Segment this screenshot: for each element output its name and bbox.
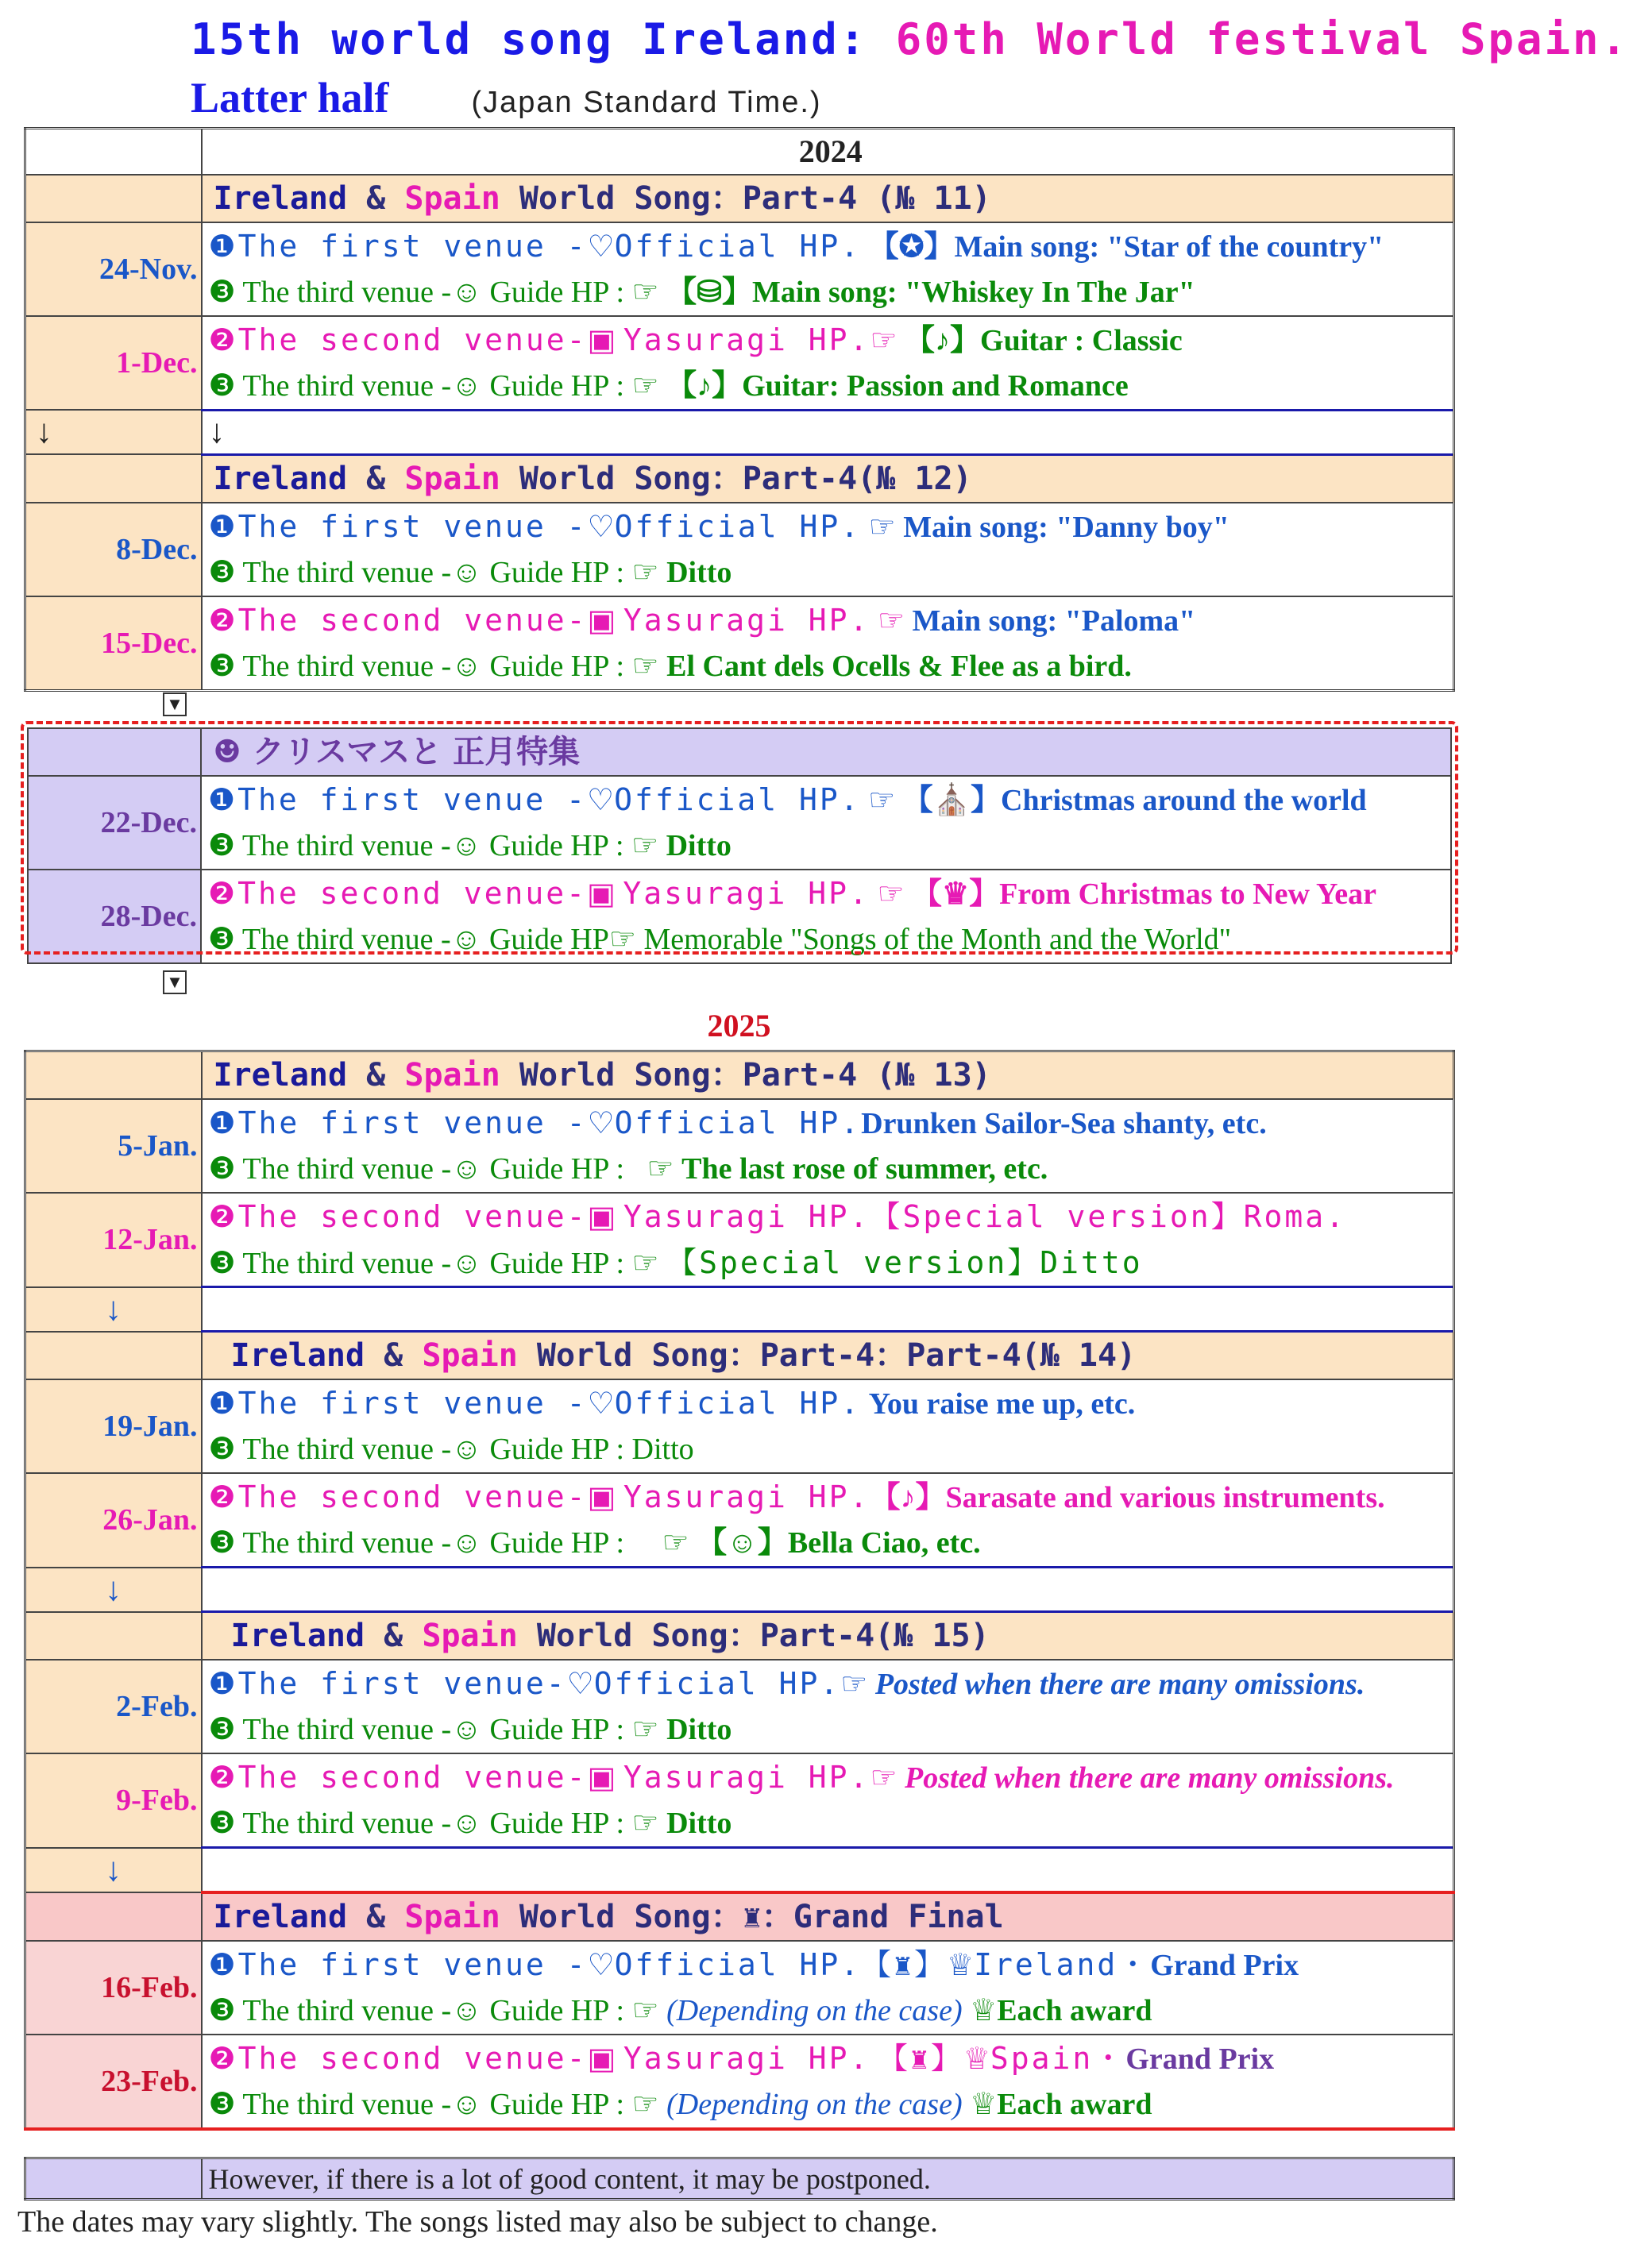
pointing-hand-icon: ☞ [877,878,905,911]
book-icon: ▣ [587,323,616,357]
postpone-notice-table [24,2157,1455,2200]
date-cell: 24-Nov. [25,222,202,316]
book-icon: ▣ [587,1761,616,1795]
guide-person-icon: ☺ [451,649,482,683]
section-header-grand-final: Ireland & Spain World Song：♜：Grand Final [25,1892,1454,1941]
title-ireland: 15th world song Ireland: [191,14,868,64]
guide-person-icon: ☺ [451,2087,482,2121]
pointing-hand-icon: ☞ [868,510,896,544]
title-spain: 60th World festival Spain. [895,14,1629,64]
guide-person-icon: ☺ [451,275,482,309]
pointing-hand-icon: ☞ [840,1668,868,1701]
guide-person-icon: ☺ [451,1526,482,1560]
date-cell: 22-Dec. [28,776,201,870]
heart-icon: ♡ [587,510,615,544]
date-cell: 15-Dec. [25,596,202,691]
book-icon: ▣ [587,878,616,911]
section-header-11: Ireland & Spain World Song：Part-4 (№ 11) [25,175,1454,222]
trophy-icon: ♕ [947,1948,975,1982]
subtitle [191,73,822,122]
santa-icon: ☻ [213,733,241,770]
pointing-hand-icon: ☞ [631,1713,659,1746]
heart-icon: ♡ [566,1668,594,1701]
date-cell: 5-Jan. [25,1099,202,1193]
pointing-hand-icon: ☞ [868,784,896,817]
guide-person-icon: ☺ [451,368,482,403]
schedule-row: 2-Feb. ❶The first venue-♡Official HP.☞ Posted when there are many omissions. ❸ The third venue -☺ Guide HP : ☞ Ditto [25,1660,1454,1753]
schedule-row: 16-Feb. ❶The first venue -♡Official HP.【♜】♕Ireland・Grand Prix ❸ The third venue -☺ Guide HP : ☞ (Depending on the case) ♕Each award [25,1941,1454,2035]
pointing-hand-icon: ☞ [631,1993,659,2027]
schedule-table-2025 [24,1050,1455,2131]
date-cell: 2-Feb. [25,1660,202,1753]
pointing-hand-icon: ☞ [647,1152,674,1186]
date-cell: 1-Dec. [25,316,202,411]
page-title [191,14,1629,64]
down-arrow-icon: ↓ [25,1848,202,1892]
date-cell: 26-Jan. [25,1473,202,1568]
date-cell: 12-Jan. [25,1193,202,1287]
schedule-row: 22-Dec. ❶The first venue -♡Official HP. ☞ 【⛪】Christmas around the world ❸ The third venue -☺ Guide HP : ☞ Ditto [28,776,1451,870]
guide-person-icon: ☺ [450,923,482,956]
pointing-hand-icon: ☞ [631,2087,659,2121]
schedule-row: 15-Dec. ❷The second venue-▣ Yasuragi HP. ☞ Main song: "Paloma" ❸ The third venue -☺ Guide HP : ☞ El Cant dels Ocells & Flee as a bird. [25,596,1454,691]
pointing-hand-icon: ☞ [662,1526,689,1560]
schedule-row: 5-Jan. ❶The first venue -♡Official HP.Drunken Sailor-Sea shanty, etc. ❸ The third venue -☺ Guide HP : ☞ The last rose of summer, etc. [25,1099,1454,1193]
pointing-hand-icon: ☞ [631,368,659,403]
trophy-icon: ♕ [970,1993,998,2027]
heart-icon: ♡ [587,1387,615,1421]
change-note: The dates may vary slightly. The songs listed may also be subject to change. [17,2205,938,2239]
section-header-12: Ireland & Spain World Song：Part-4(№ 12) [25,454,1454,503]
pointing-hand-icon: ☞ [631,649,659,683]
guide-person-icon: ☺ [451,1152,482,1186]
timezone-label: (Japan Standard Time.) [471,86,822,119]
pointing-hand-icon: ☞ [631,829,659,862]
pointing-hand-icon: ☞ [870,1761,897,1795]
guide-person-icon: ☺ [450,829,482,862]
latter-half-label: Latter half [191,74,389,122]
schedule-row: 1-Dec. ❷The second venue-▣ Yasuragi HP.☞ 【♪】Guitar : Classic ❸ The third venue -☺ Guide HP : ☞ 【♪】Guitar: Passion and Romance [25,316,1454,411]
date-cell: 19-Jan. [25,1379,202,1473]
schedule-row: 26-Jan. ❷The second venue-▣ Yasuragi HP.【♪】Sarasate and various instruments. ❸ The third venue -☺ Guide HP : ☞ 【☺】Bella Ciao, etc. [25,1473,1454,1568]
schedule-row: 12-Jan. ❷The second venue-▣ Yasuragi HP.【Special version】Roma. ❸ The third venue -☺ Guide HP : ☞ 【Special version】Ditto [25,1193,1454,1287]
schedule-table-2024 [24,127,1455,692]
down-arrow-box-icon: ▼ [163,970,187,994]
guide-person-icon: ☺ [451,1713,482,1746]
down-arrow-icon: ↓ [25,1568,202,1612]
guide-person-icon: ☺ [451,1807,482,1840]
christmas-special-table [27,727,1452,964]
down-arrow-icon: ↓ [25,1287,202,1332]
guide-person-icon: ☺ [451,1247,482,1280]
heart-icon: ♡ [587,1948,615,1982]
date-cell: 8-Dec. [25,503,202,596]
book-icon: ▣ [587,1481,616,1514]
pointing-hand-icon: ☞ [608,923,636,956]
christmas-header: ☻ クリスマスと 正月特集 [28,728,1451,776]
section-header-13: Ireland & Spain World Song：Part-4 (№ 13) [25,1051,1454,1100]
schedule-row: 19-Jan. ❶The first venue -♡Official HP. You raise me up, etc. ❸ The third venue -☺ Guide HP : Ditto [25,1379,1454,1473]
pointing-hand-icon: ☞ [631,1247,659,1280]
book-icon: ▣ [587,1201,616,1234]
schedule-row: 9-Feb. ❷The second venue-▣ Yasuragi HP.☞ Posted when there are many omissions. ❸ The third venue -☺ Guide HP : ☞ Ditto [25,1753,1454,1848]
arrow-row [25,410,1454,454]
schedule-row: 24-Nov. ❶The first venue -♡Official HP. 【✪】Main song: "Star of the country" ❸ The third venue -☺ Guide HP : ☞ 【⛁】Main song: "Whiskey In The Jar" [25,222,1454,316]
schedule-row: 8-Dec. ❶The first venue -♡Official HP. ☞ Main song: "Danny boy" ❸ The third venue -☺ Guide HP : ☞ Ditto [25,503,1454,596]
year-2024: 2024 [202,129,1454,175]
date-cell: 16-Feb. [25,1941,202,2035]
arrow-row [25,1568,1454,1612]
down-arrow-icon: ↓ [25,410,202,454]
arrow-row [25,1848,1454,1892]
guide-person-icon: ☺ [451,555,482,589]
down-arrow-icon: ↓ [202,410,1454,454]
year-2025: 2025 [707,1008,771,1043]
pointing-hand-icon: ☞ [877,604,905,638]
schedule-row: 28-Dec. ❷The second venue-▣ Yasuragi HP. ☞ 【♛】From Christmas to New Year ❸ The third venue -☺ Guide HP☞ Memorable "Songs of the Month and the World" [28,870,1451,963]
book-icon: ▣ [587,2042,616,2076]
heart-icon: ♡ [587,1107,615,1140]
pointing-hand-icon: ☞ [631,1807,659,1840]
section-header-15: Ireland & Spain World Song：Part-4(№ 15) [25,1612,1454,1660]
book-icon: ▣ [587,604,616,638]
down-arrow-box-icon: ▼ [163,692,187,716]
schedule-row: 23-Feb. ❷The second venue-▣ Yasuragi HP. 【♜】♕Spain・Grand Prix ❸ The third venue -☺ Guide HP : ☞ (Depending on the case) ♕Each award [25,2035,1454,2129]
heart-icon: ♡ [587,784,615,817]
date-cell: 23-Feb. [25,2035,202,2129]
arrow-row [25,1287,1454,1332]
date-cell: 9-Feb. [25,1753,202,1848]
pointing-hand-icon: ☞ [631,275,659,309]
heart-icon: ♡ [587,230,615,264]
date-cell: 28-Dec. [28,870,201,963]
pointing-hand-icon: ☞ [631,555,659,589]
pointing-hand-icon: ☞ [870,323,897,357]
guide-person-icon: ☺ [451,1993,482,2027]
trophy-icon: ♕ [970,2087,998,2121]
postpone-notice: However, if there is a lot of good content, it may be postponed. [202,2158,1454,2200]
section-header-14: Ireland & Spain World Song：Part-4：Part-4(№ 14) [25,1332,1454,1380]
trophy-icon: ♕ [963,2042,990,2076]
guide-person-icon: ☺ [451,1433,482,1466]
